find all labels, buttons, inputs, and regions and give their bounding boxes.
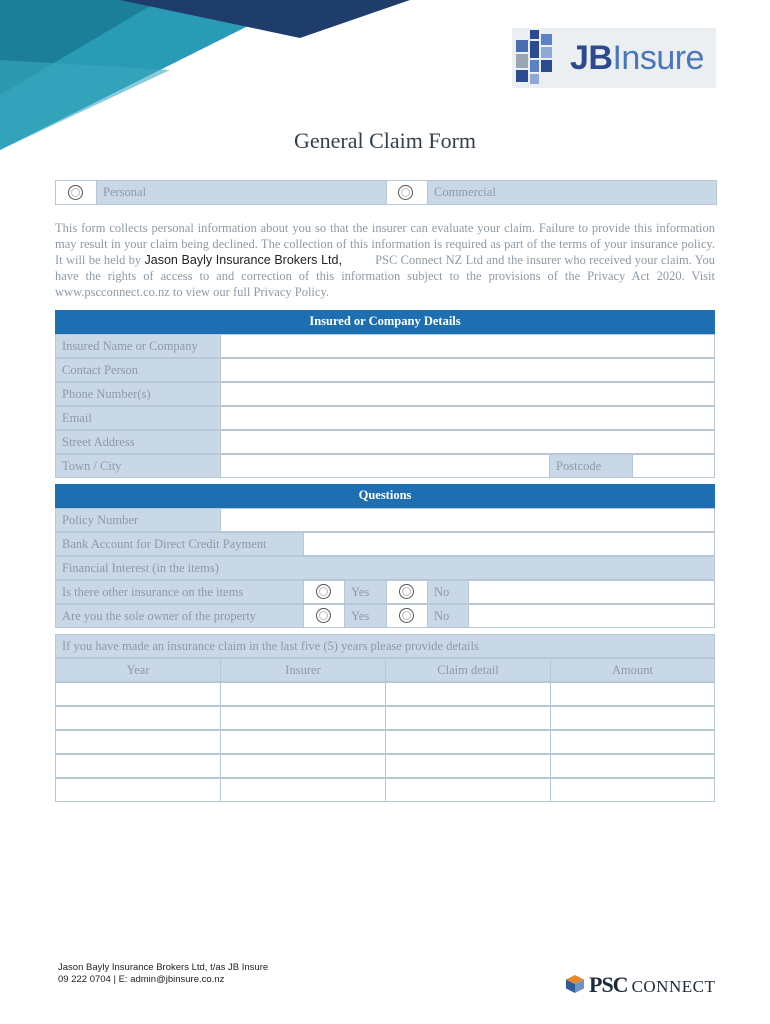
insured-name-field[interactable] — [220, 334, 715, 358]
other-insurance-no-radio[interactable] — [399, 584, 414, 599]
claim-history-cell[interactable] — [385, 682, 551, 706]
sole-owner-label: Are you the sole owner of the property — [55, 604, 304, 628]
commercial-radio[interactable] — [398, 185, 413, 200]
insured-details-header: Insured or Company Details — [55, 310, 715, 334]
claim-history-cell[interactable] — [550, 706, 715, 730]
policy-number-label: Policy Number — [55, 508, 221, 532]
personal-radio[interactable] — [68, 185, 83, 200]
policy-number-field[interactable] — [220, 508, 715, 532]
privacy-text-1: This form collects personal information about you so that the insurer can evaluate your claim. Failure to provide this information may result in your claim being declined. The collection of this information is required as part of the terms of your insurance policy. It will be held by — [55, 221, 715, 267]
contact-person-field[interactable] — [220, 358, 715, 382]
commercial-label: Commercial — [427, 180, 717, 205]
sole-owner-details-field[interactable] — [468, 604, 715, 628]
column-amount: Amount — [550, 658, 715, 682]
claim-history-cell[interactable] — [55, 778, 221, 802]
claim-history-cell[interactable] — [385, 778, 551, 802]
claim-history-cell[interactable] — [220, 754, 386, 778]
bank-account-field[interactable] — [303, 532, 715, 556]
claim-history-cell[interactable] — [220, 706, 386, 730]
claim-type-row — [55, 180, 715, 205]
claim-history-cell[interactable] — [385, 754, 551, 778]
footer-phone-email: 09 222 0704 | E: admin@jbinsure.co.nz — [58, 974, 225, 985]
sole-owner-yes-label: Yes — [344, 604, 387, 628]
email-field[interactable] — [220, 406, 715, 430]
bank-account-label: Bank Account for Direct Credit Payment — [55, 532, 304, 556]
logo-text-bold: JB — [570, 39, 613, 77]
claim-history-cell[interactable] — [220, 682, 386, 706]
town-city-label: Town / City — [55, 454, 221, 478]
claim-history-heading: If you have made an insurance claim in the last five (5) years please provide details — [55, 634, 715, 658]
column-year: Year — [55, 658, 221, 682]
email-label: Email — [55, 406, 221, 430]
insured-name-label: Insured Name or Company — [55, 334, 221, 358]
footer-company: Jason Bayly Insurance Brokers Ltd, t/as JB Insure — [58, 962, 269, 973]
other-insurance-details-field[interactable] — [468, 580, 715, 604]
claim-history-cell[interactable] — [55, 730, 221, 754]
sole-owner-no-label: No — [427, 604, 469, 628]
jbinsure-logo — [512, 28, 716, 88]
claim-history-cell[interactable] — [220, 730, 386, 754]
postcode-label: Postcode — [549, 454, 633, 478]
page-title: General Claim Form — [293, 128, 477, 153]
other-insurance-label: Is there other insurance on the items — [55, 580, 304, 604]
phone-label: Phone Number(s) — [55, 382, 221, 406]
personal-label: Personal — [96, 180, 387, 205]
claim-history-cell[interactable] — [55, 754, 221, 778]
claim-history-cell[interactable] — [385, 730, 551, 754]
postcode-field[interactable] — [632, 454, 715, 478]
privacy-text-2: PSC Connect NZ Ltd and the insurer who received your claim. You have the rights of access to and correction of this information subject to the provisions of the Privacy Act 2020. Visit www.pscconnect.co.nz to view our full Privacy Policy. — [55, 253, 716, 299]
footer-contact — [58, 962, 268, 986]
claim-history-cell[interactable] — [550, 730, 715, 754]
claim-history-cell[interactable] — [220, 778, 386, 802]
psc-connect-logo — [565, 972, 715, 998]
column-claim-detail: Claim detail — [385, 658, 551, 682]
street-address-field[interactable] — [220, 430, 715, 454]
sole-owner-yes-radio[interactable] — [316, 608, 331, 623]
claim-history-cell[interactable] — [550, 778, 715, 802]
privacy-notice — [55, 220, 715, 300]
questions-header: Questions — [55, 484, 715, 508]
claim-history-cell[interactable] — [385, 706, 551, 730]
town-city-field[interactable] — [220, 454, 550, 478]
privacy-held-by: Jason Bayly Insurance Brokers Ltd, — [144, 253, 342, 267]
psc-text: PSC — [589, 972, 628, 997]
claim-history-cell[interactable] — [550, 682, 715, 706]
contact-person-label: Contact Person — [55, 358, 221, 382]
logo-text-regular: Insure — [612, 39, 704, 77]
financial-interest-label: Financial Interest (in the items) — [55, 556, 715, 580]
other-insurance-yes-radio[interactable] — [316, 584, 331, 599]
claim-history-cell[interactable] — [550, 754, 715, 778]
psc-cube-icon — [565, 974, 585, 994]
phone-field[interactable] — [220, 382, 715, 406]
claim-history-cell[interactable] — [55, 706, 221, 730]
claim-history-cell[interactable] — [55, 682, 221, 706]
connect-text: CONNECT — [631, 977, 716, 996]
other-insurance-no-label: No — [427, 580, 469, 604]
column-insurer: Insurer — [220, 658, 386, 682]
other-insurance-yes-label: Yes — [344, 580, 387, 604]
sole-owner-no-radio[interactable] — [399, 608, 414, 623]
street-address-label: Street Address — [55, 430, 221, 454]
